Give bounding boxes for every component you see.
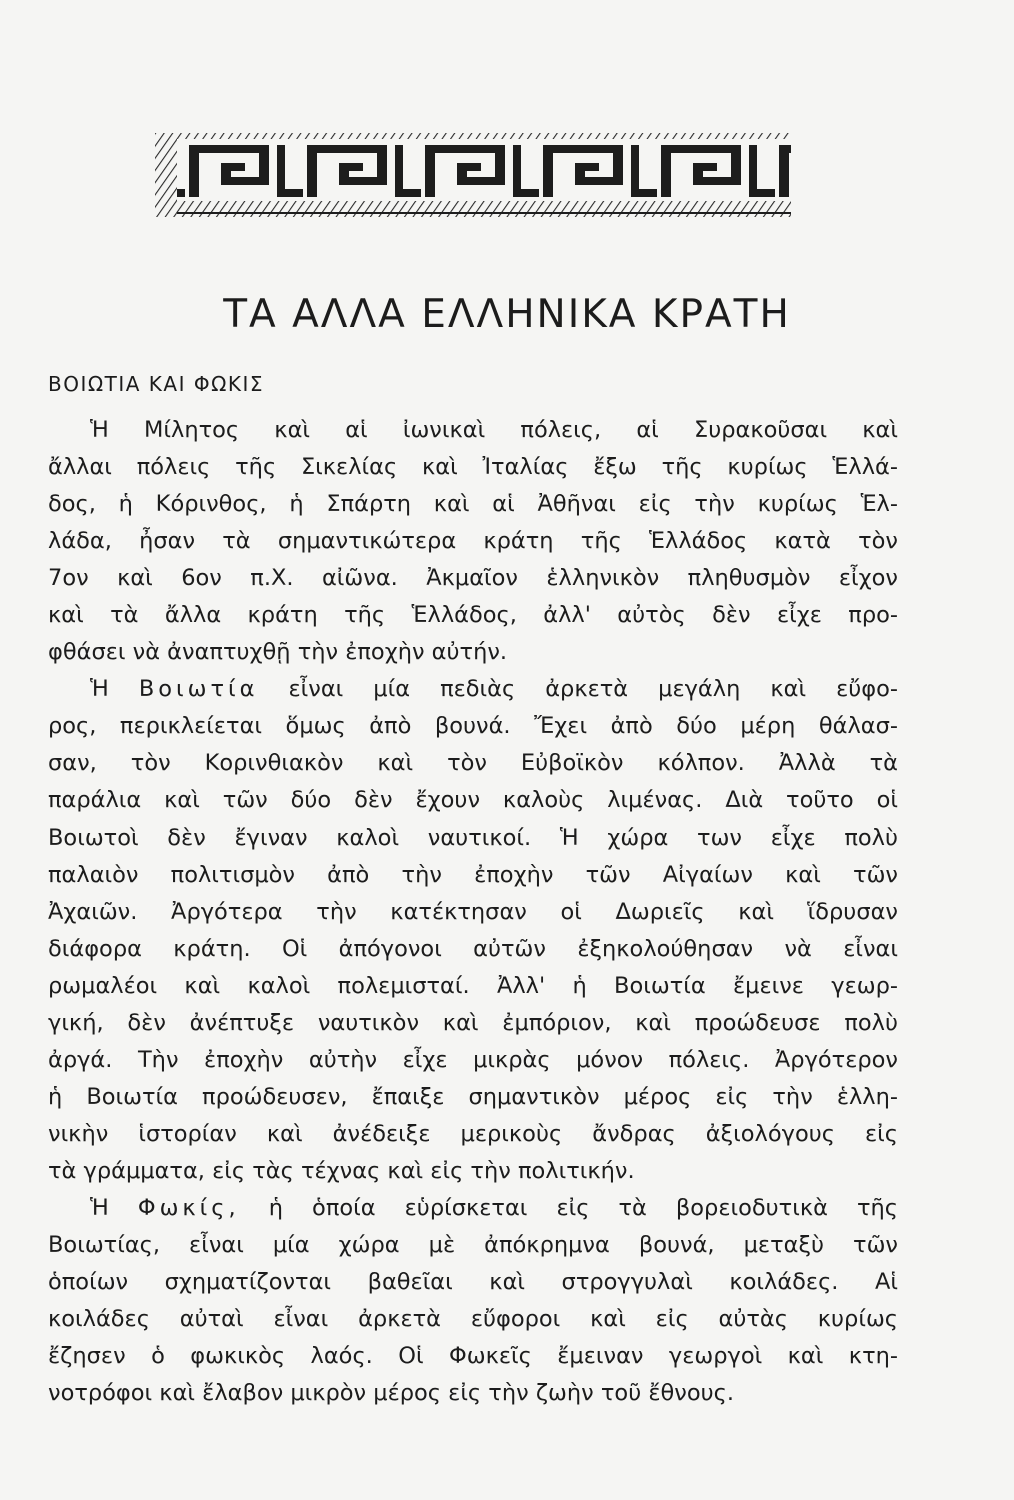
text-line: λάδα, ἦσαν τὰ σημαντικώτερα κράτη τῆς Ἑλλάδος κατὰ τὸν	[48, 528, 898, 555]
body-text	[48, 412, 898, 1412]
text-line: ἡ Βοιωτία προώδευσεν, ἔπαιξε σημαντικὸν μέρος εἰς τὴν ἑλλη-	[48, 1083, 898, 1110]
text-line: παράλια καὶ τῶν δύο δὲν ἔχουν καλοὺς λιμένας. Διὰ τοῦτο οἱ	[48, 787, 898, 814]
text-line: διάφορα κράτη. Οἱ ἀπόγονοι αὐτῶν ἐξηκολούθησαν νὰ εἶναι	[48, 935, 898, 962]
lead-word-spaced: Βοιωτία	[138, 676, 259, 703]
text-line: Ἀχαιῶν. Ἀργότερα τὴν κατέκτησαν οἱ Δωριεῖς καὶ ἵδρυσαν	[48, 898, 898, 925]
first-line-rest: ἡ ὁποία εὑρίσκεται εἰς τὰ βορειοδυτικὰ τῆς	[268, 1194, 898, 1221]
text-line: Ἡ Μίλητος καὶ αἱ ἰωνικαὶ πόλεις, αἱ Συρακοῦσαι καὶ	[90, 417, 898, 443]
page-title: ΤΑ ΑΛΛΑ ΕΛΛΗΝΙΚΑ ΚΡΑΤΗ	[223, 292, 791, 337]
text-line: νικὴν ἱστορίαν καὶ ἀνέδειξε μερικοὺς ἄνδρας ἀξιολόγους εἰς	[48, 1120, 898, 1147]
paragraph-first-line	[48, 1190, 898, 1227]
text-line: τὰ γράμματα, εἰς τὰς τέχνας καὶ εἰς τὴν πολιτικήν.	[48, 1157, 635, 1184]
text-line: καὶ τὰ ἄλλα κράτη τῆς Ἑλλάδος, ἀλλ' αὐτὸς δὲν εἶχε προ-	[48, 602, 898, 629]
text-line: ρος, περικλείεται ὅμως ἀπὸ βουνά. Ἔχει ἀπὸ δύο μέρη θάλασ-	[48, 713, 898, 740]
text-line: ρωμαλέοι καὶ καλοὶ πολεμισταί. Ἀλλ' ἡ Βοιωτία ἔμεινε γεωρ-	[48, 972, 898, 999]
paragraph-first-line	[48, 671, 898, 708]
text-line: ἔζησεν ὁ φωκικὸς λαός. Οἱ Φωκεῖς ἔμειναν γεωργοὶ καὶ κτη-	[48, 1343, 898, 1370]
text-line: γική, δὲν ἀνέπτυξε ναυτικὸν καὶ ἐμπόριον, καὶ προώδευσε πολὺ	[48, 1009, 898, 1036]
text-line: σαν, τὸν Κορινθιακὸν καὶ τὸν Εὐβοϊκὸν κόλπον. Ἀλλὰ τὰ	[48, 750, 898, 777]
first-line-rest: εἶναι μία πεδιὰς ἀρκετὰ μεγάλη καὶ εὔφο-	[288, 676, 898, 703]
text-line: Βοιωτίας, εἶναι μία χώρα μὲ ἀπόκρημνα βουνά, μεταξὺ τῶν	[48, 1232, 898, 1259]
section-heading: ΒΟΙΩΤΙΑ ΚΑΙ ΦΩΚΙΣ	[48, 372, 265, 396]
text-line: 7ον καὶ 6ον π.Χ. αἰῶνα. Ἀκμαῖον ἑλληνικὸν πληθυσμὸν εἶχον	[48, 565, 898, 592]
text-line: φθάσει νὰ ἀναπτυχθῇ τὴν ἐποχὴν αὐτήν.	[48, 639, 508, 666]
text-line: ἀργά. Τὴν ἐποχὴν αὐτὴν εἶχε μικρὰς μόνον πόλεις. Ἀργότερον	[48, 1046, 898, 1073]
text-line: ἄλλαι πόλεις τῆς Σικελίας καὶ Ἰταλίας ἔξω τῆς κυρίως Ἑλλά-	[48, 454, 898, 481]
text-line: κοιλάδες αὐταὶ εἶναι ἀρκετὰ εὔφοροι καὶ εἰς αὐτὰς κυρίως	[48, 1306, 898, 1333]
greek-key-ornament	[155, 133, 791, 217]
lead-article: Ἡ	[90, 1194, 109, 1221]
text-line: δος, ἡ Κόρινθος, ἡ Σπάρτη καὶ αἱ Ἀθῆναι εἰς τὴν κυρίως Ἑλ-	[48, 491, 898, 518]
text-line: ὁποίων σχηματίζονται βαθεῖαι καὶ στρογγυλαὶ κοιλάδες. Αἱ	[48, 1269, 898, 1296]
lead-article: Ἡ	[90, 676, 109, 703]
lead-word-spaced: Φωκίς,	[137, 1194, 240, 1221]
text-line: παλαιὸν πολιτισμὸν ἀπὸ τὴν ἐποχὴν τῶν Αἰγαίων καὶ τῶν	[48, 861, 898, 888]
text-line: Βοιωτοὶ δὲν ἔγιναν καλοὶ ναυτικοί. Ἡ χώρα των εἶχε πολὺ	[48, 824, 898, 851]
text-line: νοτρόφοι καὶ ἔλαβον μικρὸν μέρος εἰς τὴν ζωὴν τοῦ ἔθνους.	[48, 1380, 734, 1407]
